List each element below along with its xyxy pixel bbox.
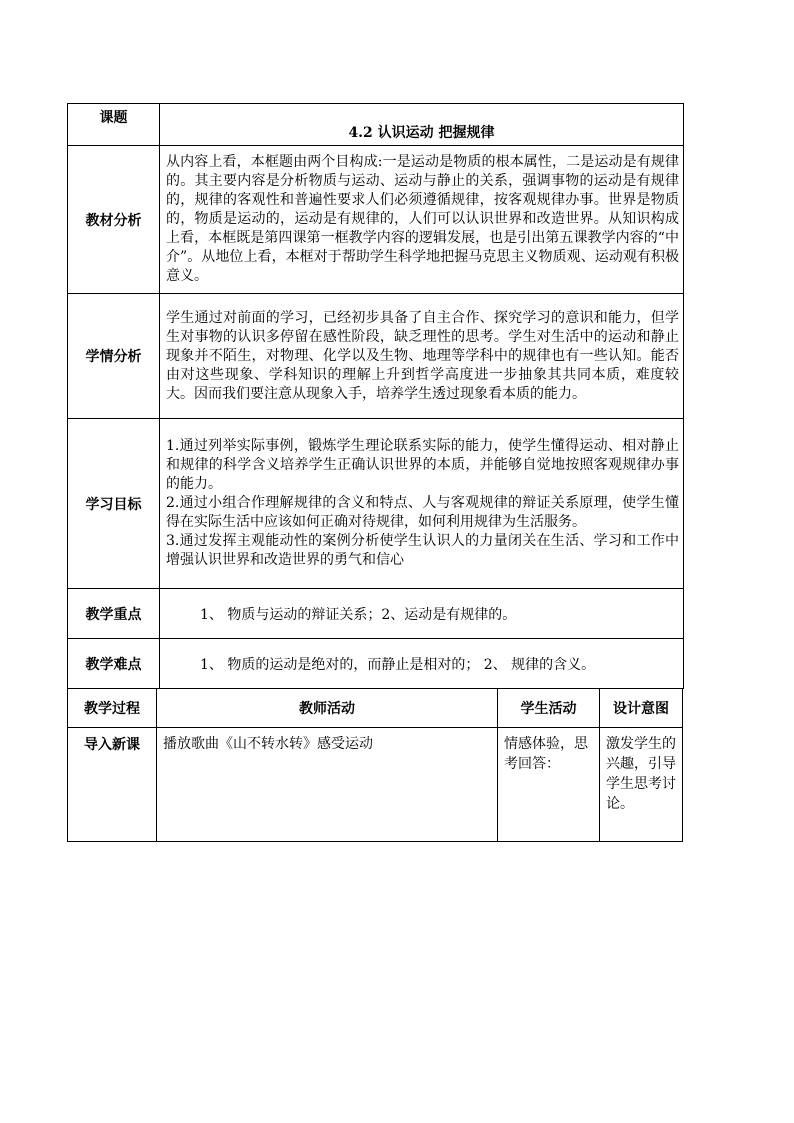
difficulties-label: 教学难点 [68,639,160,689]
key-points-row [68,589,684,639]
teaching-process-table [67,688,683,842]
learner-analysis-text: 学生通过对前面的学习，已经初步具备了自主合作、探究学习的意识和能力，但学生对事物的认识多停留在感性阶段，缺乏理性的思考。学生对生活中的运动和静止现象并不陌生，对物理、化学以及生物、地理等学科中的规律也有一些认知。能否由对这些现象、学科知识的理解上升到哲学高度进一步抽象其共同本质，难度较大。因而我们要注意从现象入手，培养学生透过现象看本质的能力。 [160,294,684,419]
lesson-plan-document [67,103,683,842]
lesson-info-table [67,103,684,689]
process-header-row [68,689,683,728]
topic-label: 课题 [68,104,160,146]
learner-analysis-row [68,294,684,419]
material-analysis-text: 从内容上看，本框题由两个目构成:一是运动是物质的根本属性，二是运动是有规律的。其主要内容是分析物质与运动、运动与静止的关系，强调事物的运动是有规律的，规律的客观性和普遍性要求人们必须遵循规律，按客观规律办事。世界是物质的，物质是运动的，运动是有规律的，人们可以认识世界和改造世界。从知识构成上看，本框既是第四课第一框教学内容的逻辑发展，也是引出第五课教学内容的“中介”。从地位上看，本框对于帮助学生科学地把握马克思主义物质观、运动观有积极意义。 [160,146,684,294]
teacher-activity-cell: 播放歌曲《山不转水转》感受运动 [157,728,498,842]
learner-analysis-label: 学情分析 [68,294,160,419]
key-points-text: 1、 物质与运动的辩证关系；2、运动是有规律的。 [160,589,684,639]
key-points-label: 教学重点 [68,589,160,639]
lesson-title: 4.2 认识运动 把握规律 [160,104,684,146]
design-intent-cell: 激发学生的兴趣，引导学生思考讨论。 [600,728,683,842]
design-intent-header: 设计意图 [600,689,683,728]
title-row [68,104,684,146]
goal-item: 2.通过小组合作理解规律的含义和特点、人与客观规律的辩证关系原理，使学生懂得在实际生活中应该如何正确对待规律，如何利用规律为生活服务。 [166,495,679,530]
learning-goals-label: 学习目标 [68,419,160,589]
student-activity-cell: 情感体验，思考回答： [498,728,600,842]
table-row [68,728,683,842]
material-analysis-row [68,146,684,294]
teacher-activity-header: 教师活动 [157,689,498,728]
process-stage-header: 教学过程 [68,689,157,728]
goal-item: 1.通过列举实际事例，锻炼学生理论联系实际的能力，使学生懂得运动、相对静止和规律的科学含义培养学生正确认识世界的本质，并能够自觉地按照客观规律办事的能力。 [166,438,679,492]
student-activity-header: 学生活动 [498,689,600,728]
difficulties-row [68,639,684,689]
material-analysis-label: 教材分析 [68,146,160,294]
difficulties-text: 1、 物质的运动是绝对的，而静止是相对的； 2、 规律的含义。 [160,639,684,689]
learning-goals-list [160,419,684,589]
process-stage-cell: 导入新课 [68,728,157,842]
goal-item: 3.通过发挥主观能动性的案例分析使学生认识人的力量闭关在生活、学习和工作中增强认识世界和改造世界的勇气和信心 [166,533,679,568]
learning-goals-row [68,419,684,589]
